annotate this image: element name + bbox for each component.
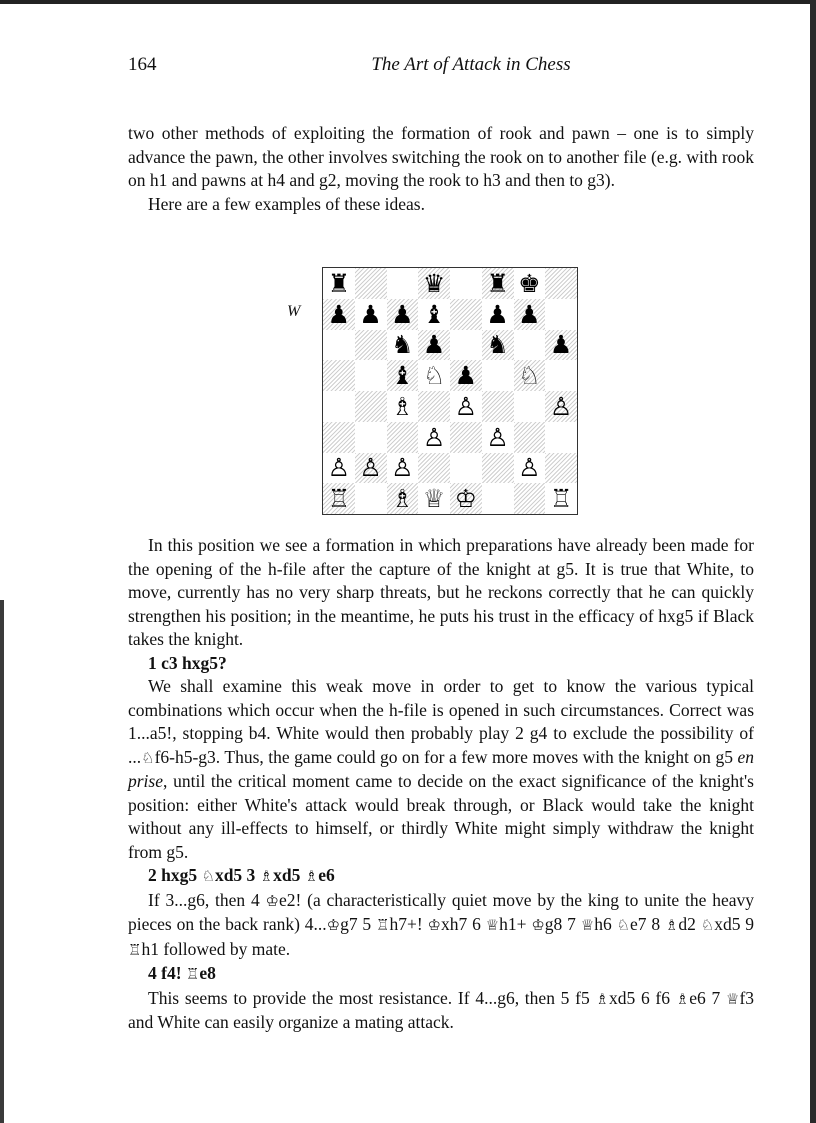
square-d2 [418,453,450,484]
square-h7 [545,299,577,330]
square-e8 [450,268,482,299]
chess-piece-icon: ♟ [486,299,509,329]
square-a3 [323,422,355,453]
square-f8 [482,268,514,299]
square-h4 [545,391,577,422]
square-b1 [355,483,387,514]
page-right-edge [810,0,816,1123]
square-b2 [355,453,387,484]
square-b8 [355,268,387,299]
square-b3 [355,422,387,453]
square-h3 [545,422,577,453]
square-h2 [545,453,577,484]
square-d1 [418,483,450,514]
chess-piece-icon: ♙ [327,453,351,483]
square-a5 [323,360,355,391]
chess-piece-icon: ♙ [486,422,509,452]
square-e7 [450,299,482,330]
page-left-edge [0,600,4,1123]
square-f3 [482,422,514,453]
body-text [128,534,754,1035]
square-h6 [545,330,577,361]
move-line: 2 hxg5 ♘xd5 3 ♗xd5 ♗e6 [148,865,335,885]
square-g4 [514,391,546,422]
square-h5 [545,360,577,391]
intro-text [128,122,754,216]
square-g8 [514,268,546,299]
square-b4 [355,391,387,422]
square-d8 [418,268,450,299]
paragraph: two other methods of exploiting the formation of rook and pawn – one is to simply advance the pawn, the other involves switching the rook on to another file (e.g. with rook on h1 and pawns at h4 and g2, moving the rook to h3 and then to g3). [128,123,754,190]
chess-piece-icon: ♛ [422,268,446,298]
chess-piece-icon: ♝ [422,299,446,329]
page-number: 164 [128,54,157,75]
paragraph: This seems to provide the most resistance. If 4...g6, then 5 f5 ♗xd5 6 f6 ♗e6 7 ♕f3 and White can easily organize a mating attack. [128,987,755,1032]
square-f6 [482,330,514,361]
square-c7 [387,299,419,330]
square-e6 [450,330,482,361]
chess-piece-icon: ♕ [422,484,446,514]
chess-piece-icon: ♖ [549,484,573,514]
square-f1 [482,483,514,514]
square-g6 [514,330,546,361]
chess-piece-icon: ♞ [391,330,414,360]
square-d7 [418,299,450,330]
chess-piece-icon: ♙ [454,391,478,421]
square-h1 [545,483,577,514]
chess-piece-icon: ♙ [359,453,382,483]
square-a8 [323,268,355,299]
square-g3 [514,422,546,453]
square-g7 [514,299,546,330]
page-top-edge [0,0,816,4]
square-c2 [387,453,419,484]
square-b7 [355,299,387,330]
chess-piece-icon: ♞ [486,330,509,360]
square-g2 [514,453,546,484]
square-c8 [387,268,419,299]
chess-piece-icon: ♟ [327,299,351,329]
square-e1 [450,483,482,514]
square-f5 [482,360,514,391]
square-c5 [387,360,419,391]
paragraph: We shall examine this weak move in order to get to know the various typical combinations which occur when the h-file is opened in such circumstances. Correct was 1...a5!, stopping b4. White would then probably play 2 g4 to exclude the possibility of ...♘f6-h5-g3. Thus, the game could go on for a few more moves with the knight on g5 en prise, until the critical moment came to decide on the exact significance of the knight's position: either White's attack would break through, or Black would take the knight without any ill-effects to himself, or thirdly White might simply withdraw the knight from g5. [128,676,754,862]
chess-piece-icon: ♝ [391,361,414,391]
square-g1 [514,483,546,514]
chess-piece-icon: ♖ [327,484,351,514]
square-d6 [418,330,450,361]
square-g5 [514,360,546,391]
chess-piece-icon: ♟ [454,361,478,391]
square-c6 [387,330,419,361]
paragraph: In this position we see a formation in which preparations have already been made for the opening of the h-file after the capture of the knight at g5. It is true that White, to move, currently has no very sharp threats, but he reckons correctly that he can quickly strengthen his position; in the meantime, he puts his trust in the efficacy of hxg5 if Black takes the knight. [128,535,754,649]
page-header [128,54,754,80]
square-a7 [323,299,355,330]
square-a6 [323,330,355,361]
square-e4 [450,391,482,422]
square-c4 [387,391,419,422]
square-e2 [450,453,482,484]
square-b6 [355,330,387,361]
chess-piece-icon: ♟ [518,299,541,329]
square-d3 [418,422,450,453]
square-h8 [545,268,577,299]
chess-piece-icon: ♟ [359,299,382,329]
square-a2 [323,453,355,484]
square-f2 [482,453,514,484]
chess-piece-icon: ♙ [391,453,414,483]
chess-piece-icon: ♚ [518,268,541,298]
chess-piece-icon: ♔ [454,484,478,514]
side-to-move-label: W [287,303,301,320]
move-line: 1 c3 hxg5? [148,652,227,673]
chess-piece-icon: ♟ [391,299,414,329]
square-b5 [355,360,387,391]
square-f7 [482,299,514,330]
square-a4 [323,391,355,422]
chess-piece-icon: ♜ [486,268,509,298]
chess-diagram [322,267,578,515]
move-line: 4 f4! ♖e8 [148,963,216,983]
chess-piece-icon: ♘ [518,361,541,391]
chess-piece-icon: ♜ [327,268,351,298]
square-e3 [450,422,482,453]
chess-piece-icon: ♙ [518,453,541,483]
chess-piece-icon: ♗ [391,391,414,421]
square-c1 [387,483,419,514]
chess-piece-icon: ♗ [391,484,414,514]
chess-piece-icon: ♟ [549,330,573,360]
chess-piece-icon: ♙ [422,422,446,452]
paragraph: Here are a few examples of these ideas. [148,193,425,214]
chess-piece-icon: ♘ [422,361,446,391]
square-c3 [387,422,419,453]
chess-piece-icon: ♙ [549,391,573,421]
chess-piece-icon: ♟ [422,330,446,360]
running-title: The Art of Attack in Chess [371,54,571,75]
square-e5 [450,360,482,391]
square-d4 [418,391,450,422]
square-d5 [418,360,450,391]
paragraph: If 3...g6, then 4 ♔e2! (a characteristically quiet move by the king to unite the heavy pieces on the back rank) 4...♔g7 5 ♖h7+! ♔xh7 6 ♕h1+ ♔g8 7 ♕h6 ♘e7 8 ♗d2 ♘xd5 9 ♖h1 followed by mate. [128,889,755,959]
square-f4 [482,391,514,422]
square-a1 [323,483,355,514]
